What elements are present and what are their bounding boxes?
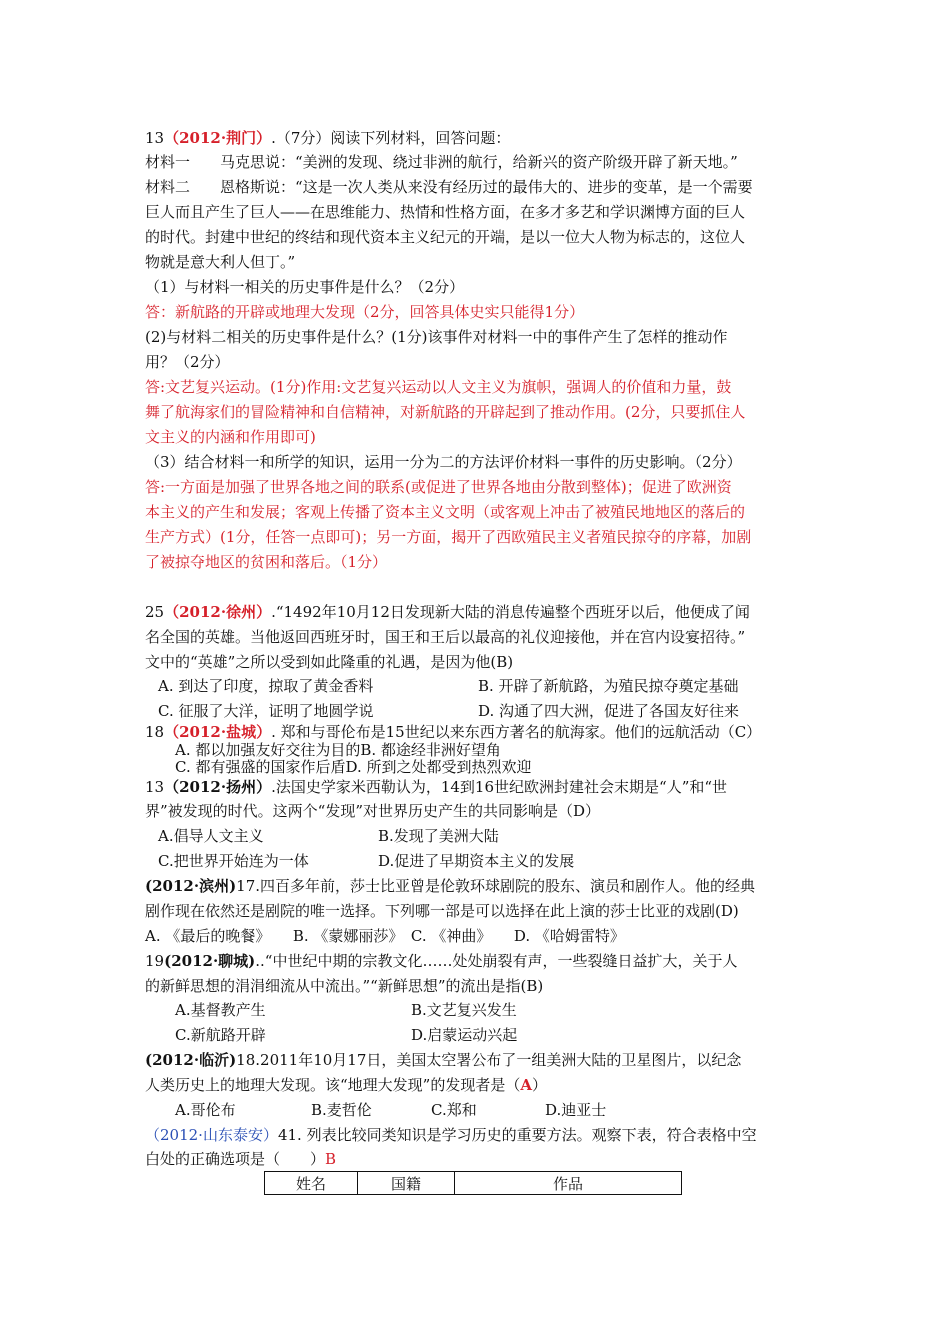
option-c: C.新航路开辟 bbox=[175, 1026, 266, 1044]
q17-binzhou-options: A. 《最后的晚餐》 B. 《蒙娜丽莎》 C. 《神曲》 D. 《哈姆雷特》 bbox=[145, 927, 625, 945]
q25-xuzhou-line: 文中的“英雄”之所以受到如此隆重的礼遇，是因为他(B) bbox=[145, 653, 514, 671]
option-a: A.哥伦布 bbox=[175, 1101, 236, 1119]
option-b: B.发现了美洲大陆 bbox=[378, 827, 499, 845]
option-a: A. 到达了印度，掠取了黄金香料 bbox=[158, 677, 374, 695]
q25-xuzhou-line: 名全国的英雄。当他返回西班牙时，国王和王后以最高的礼仪迎接他，并在宫内设宴招待。” bbox=[145, 628, 746, 646]
q13-jingmen-heading: 13（2012·荆门）.（7分）阅读下列材料，回答问题： bbox=[145, 129, 511, 147]
answer-3: 本主义的产生和发展；客观上传播了资本主义文明（或客观上冲击了被殖民地地区的落后的 bbox=[145, 503, 746, 521]
sub-question-2: (2)与材料二相关的历史事件是什么？(1分)该事件对材料一中的事件产生了怎样的推动作 bbox=[145, 328, 728, 346]
q18-yancheng-options: A. 都以加强友好交往为目的B. 都途经非洲好望角 bbox=[175, 741, 501, 759]
q17-binzhou-line: 剧作现在依然还是剧院的唯一选择。下列哪一部是可以选择在此上演的莎士比亚的戏剧(D) bbox=[145, 902, 739, 920]
answer-3: 答:一方面是加强了世界各地之间的联系(或促进了世界各地由分散到整体)；促进了欧洲资 bbox=[145, 478, 732, 496]
option-d: D.启蒙运动兴起 bbox=[411, 1026, 518, 1044]
q13-yangzhou-line: 界”被发现的时代。这两个“发现”对世界历史产生的共同影响是（D） bbox=[145, 802, 601, 820]
q17-binzhou-line: (2012·滨州)17.四百多年前，莎士比亚曾是伦敦环球剧院的股东、演员和剧作人。他的经典 bbox=[145, 877, 756, 895]
material-two-line: 材料二 恩格斯说：“这是一次人类从来没有经历过的最伟大的、进步的变革，是一个需要 bbox=[145, 178, 753, 196]
table-header-row bbox=[265, 1172, 682, 1195]
source-tag: （2012·徐州） bbox=[164, 603, 272, 621]
answer-3: 了被掠夺地区的贫困和落后。（1分） bbox=[145, 553, 388, 571]
q13-yangzhou-line: 13（2012·扬州）.法国史学家米西勒认为，14到16世纪欧洲封建社会末期是“人”和“世 bbox=[145, 778, 728, 796]
source-tag: （2012·荆门） bbox=[164, 129, 272, 147]
q18-yancheng-options: C. 都有强盛的国家作后盾D. 所到之处都受到热烈欢迎 bbox=[175, 758, 532, 776]
q19-liaocheng-line: 的新鲜思想的涓涓细流从中流出。”“新鲜思想”的流出是指(B) bbox=[145, 977, 544, 995]
sub-question-1: （1）与材料一相关的历史事件是什么？（2分） bbox=[145, 278, 465, 296]
answer-2: 文主义的内涵和作用即可) bbox=[145, 428, 316, 446]
table-header-works: 作品 bbox=[455, 1172, 682, 1195]
q18-yancheng-line: 18（2012·盐城）. 郑和与哥伦布是15世纪以来东西方著名的航海家。他们的远航活动（C） bbox=[145, 723, 762, 741]
q41-taian-line: 白处的正确选项是（ ）B bbox=[145, 1150, 337, 1168]
answer-2: 答:文艺复兴运动。(1分)作用:文艺复兴运动以人文主义为旗帜，强调人的价值和力量，鼓 bbox=[145, 378, 732, 396]
q18-linyi-line: (2012·临沂)18.2011年10月17日，美国太空署公布了一组美洲大陆的卫星图片，以纪念 bbox=[145, 1051, 742, 1069]
source-tag: （2012·山东泰安） bbox=[145, 1126, 278, 1144]
source-tag: （2012·盐城） bbox=[164, 723, 272, 741]
option-d: D.促进了早期资本主义的发展 bbox=[378, 852, 575, 870]
option-b: B.麦哲伦 bbox=[311, 1101, 372, 1119]
option-a: A.倡导人文主义 bbox=[158, 827, 264, 845]
option-b: B. 开辟了新航路，为殖民掠夺奠定基础 bbox=[478, 677, 739, 695]
answer-letter: A bbox=[520, 1076, 532, 1094]
source-tag: (2012·聊城) bbox=[164, 952, 256, 970]
sub-question-3: （3）结合材料一和所学的知识，运用一分为二的方法评价材料一事件的历史影响。（2分） bbox=[145, 453, 742, 471]
source-tag: (2012·临沂) bbox=[145, 1051, 237, 1069]
q18-linyi-line: 人类历史上的地理大发现。该“地理大发现”的发现者是（A） bbox=[145, 1076, 547, 1094]
material-two-line: 的时代。封建中世纪的终结和现代资本主义纪元的开端，是以一位大人物为标志的，这位人 bbox=[145, 228, 746, 246]
table-header-nationality: 国籍 bbox=[358, 1172, 455, 1195]
answer-3: 生产方式）(1分，任答一点即可)；另一方面，揭开了西欧殖民主义者殖民掠夺的序幕，加剧 bbox=[145, 528, 752, 546]
option-d: D.迪亚士 bbox=[545, 1101, 607, 1119]
source-tag: （2012·扬州） bbox=[164, 778, 272, 796]
option-a: A.基督教产生 bbox=[175, 1001, 266, 1019]
source-tag: (2012·滨州) bbox=[145, 877, 237, 895]
q25-xuzhou-line: 25（2012·徐州）.“1492年10月12日发现新大陆的消息传遍整个西班牙以后，他便成了闻 bbox=[145, 603, 750, 621]
answer-1: 答：新航路的开辟或地理大发现（2分，回答具体史实只能得1分） bbox=[145, 303, 585, 321]
option-c: C.把世界开始连为一体 bbox=[158, 852, 309, 870]
material-two-line: 物就是意大利人但丁。” bbox=[145, 253, 296, 271]
table-header-name: 姓名 bbox=[265, 1172, 358, 1195]
comparison-table bbox=[264, 1171, 682, 1195]
answer-letter: B bbox=[325, 1150, 337, 1168]
sub-question-2: 用？（2分） bbox=[145, 353, 230, 371]
material-two-line: 巨人而且产生了巨人——在思维能力、热情和性格方面，在多才多艺和学识渊博方面的巨人 bbox=[145, 203, 746, 221]
option-c: C. 征服了大洋，证明了地圆学说 bbox=[158, 702, 374, 720]
option-d: D. 沟通了四大洲，促进了各国友好往来 bbox=[478, 702, 740, 720]
q41-taian-line: （2012·山东泰安）41. 列表比较同类知识是学习历史的重要方法。观察下表，符合表格中空 bbox=[145, 1126, 757, 1144]
option-c: C.郑和 bbox=[431, 1101, 477, 1119]
q19-liaocheng-line: 19(2012·聊城)..“中世纪中期的宗教文化……处处崩裂有声，一些裂缝日益扩大，关于人 bbox=[145, 952, 738, 970]
material-one: 材料一 马克思说：“美洲的发现、绕过非洲的航行，给新兴的资产阶级开辟了新天地。” bbox=[145, 153, 738, 171]
answer-2: 舞了航海家们的冒险精神和自信精神，对新航路的开辟起到了推动作用。(2分，只要抓住人 bbox=[145, 403, 746, 421]
option-b: B.文艺复兴发生 bbox=[411, 1001, 517, 1019]
